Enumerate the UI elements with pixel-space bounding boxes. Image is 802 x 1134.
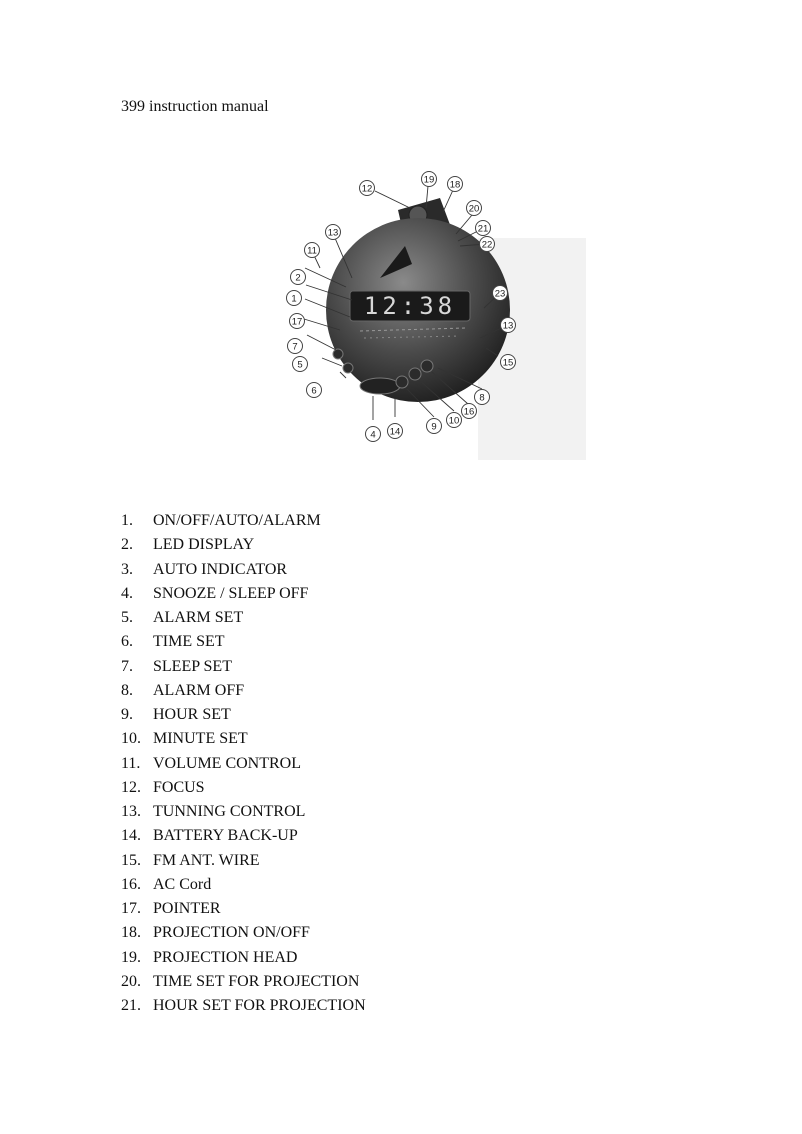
alarm-off-button — [421, 360, 433, 372]
part-item — [121, 921, 366, 945]
callout-7 — [288, 339, 303, 354]
part-item — [121, 873, 366, 897]
part-label: PROJECTION HEAD — [153, 948, 298, 966]
svg-text:14: 14 — [389, 426, 401, 438]
part-number: 19. — [121, 948, 141, 966]
part-label: ALARM OFF — [153, 681, 245, 699]
part-item — [121, 558, 366, 582]
callout-9 — [427, 419, 442, 434]
part-number: 9. — [121, 706, 133, 723]
part-label: LED DISPLAY — [153, 536, 255, 554]
part-item — [121, 533, 366, 557]
part-number: 11. — [121, 754, 141, 772]
part-item — [121, 727, 366, 751]
part-label: SNOOZE / SLEEP OFF — [153, 584, 309, 602]
part-item — [121, 655, 366, 679]
part-label: ON/OFF/AUTO/ALARM — [153, 512, 321, 529]
callout-23 — [493, 286, 508, 301]
time-set-button — [343, 363, 353, 373]
part-item — [121, 970, 366, 994]
part-label: SLEEP SET — [153, 657, 232, 675]
svg-text:6: 6 — [311, 385, 317, 397]
part-label: AUTO INDICATOR — [153, 560, 288, 578]
callout-15 — [501, 355, 516, 370]
part-label: ALARM SET — [153, 609, 244, 626]
svg-text:15: 15 — [502, 357, 514, 369]
part-number: 1. — [121, 512, 133, 529]
page-title: 399 instruction manual — [121, 98, 269, 115]
svg-text:8: 8 — [479, 392, 485, 404]
clock-diagram — [280, 168, 590, 463]
svg-text:23: 23 — [494, 288, 506, 300]
svg-text:20: 20 — [468, 203, 480, 215]
callout-21 — [476, 221, 491, 236]
callout-8 — [475, 390, 490, 405]
part-number: 12. — [121, 778, 141, 796]
clock-illustration — [280, 168, 590, 463]
svg-text:13: 13 — [327, 227, 339, 239]
parts-list — [121, 509, 366, 1018]
callout-4 — [366, 427, 381, 442]
part-item — [121, 800, 366, 824]
svg-text:17: 17 — [291, 316, 303, 328]
callout-16 — [462, 404, 477, 419]
svg-text:7: 7 — [292, 341, 298, 353]
part-label: FM ANT. WIRE — [153, 851, 260, 869]
svg-text:12: 12 — [361, 183, 373, 195]
part-item — [121, 994, 366, 1018]
callout-13-top — [326, 225, 341, 240]
part-item — [121, 752, 366, 776]
hour-set-button — [396, 376, 408, 388]
part-item — [121, 509, 366, 533]
part-number: 16. — [121, 875, 141, 893]
part-item — [121, 849, 366, 873]
callout-11 — [305, 243, 320, 258]
part-number: 18. — [121, 924, 141, 942]
part-number: 8. — [121, 681, 133, 699]
part-item — [121, 606, 366, 630]
callout-10 — [447, 413, 462, 428]
part-number: 6. — [121, 633, 133, 651]
callout-6 — [307, 383, 322, 398]
svg-text:5: 5 — [297, 359, 303, 371]
part-item — [121, 946, 366, 970]
part-item — [121, 897, 366, 921]
part-number: 15. — [121, 851, 141, 869]
part-number: 2. — [121, 536, 133, 554]
part-label: FOCUS — [153, 778, 205, 796]
callout-18 — [448, 177, 463, 192]
svg-text:4: 4 — [370, 429, 376, 441]
callout-22 — [480, 237, 495, 252]
svg-text:13: 13 — [502, 320, 514, 332]
svg-text:19: 19 — [423, 174, 435, 186]
svg-text:21: 21 — [477, 223, 489, 235]
svg-text:9: 9 — [431, 421, 437, 433]
snooze-button — [360, 378, 400, 394]
part-number: 5. — [121, 609, 133, 626]
part-label: POINTER — [153, 900, 221, 917]
svg-text:11: 11 — [307, 245, 317, 257]
part-label: AC Cord — [153, 875, 212, 893]
part-number: 14. — [121, 827, 141, 845]
part-label: HOUR SET FOR PROJECTION — [153, 997, 366, 1014]
part-number: 7. — [121, 657, 133, 675]
minute-set-button — [409, 368, 421, 380]
svg-text:18: 18 — [449, 179, 461, 191]
callout-19 — [422, 172, 437, 187]
callout-1 — [287, 291, 302, 306]
alarm-set-button — [333, 349, 343, 359]
callout-20 — [467, 201, 482, 216]
part-label: HOUR SET — [153, 706, 231, 723]
svg-text:10: 10 — [448, 415, 460, 427]
part-item — [121, 824, 366, 848]
part-number: 21. — [121, 997, 141, 1014]
part-number: 4. — [121, 584, 133, 602]
part-label: VOLUME CONTROL — [153, 754, 301, 772]
part-number: 17. — [121, 900, 141, 917]
callout-13-right — [501, 318, 516, 333]
part-item — [121, 703, 366, 727]
callout-12 — [360, 181, 375, 196]
part-number: 20. — [121, 972, 141, 990]
part-number: 13. — [121, 803, 141, 820]
part-label: BATTERY BACK-UP — [153, 827, 298, 845]
part-label: MINUTE SET — [153, 730, 248, 748]
svg-text:2: 2 — [295, 272, 301, 284]
callout-17 — [290, 314, 305, 329]
part-item — [121, 776, 366, 800]
part-item — [121, 582, 366, 606]
part-label: TUNNING CONTROL — [153, 803, 306, 820]
callout-5 — [293, 357, 308, 372]
part-number: 10. — [121, 730, 141, 748]
svg-text:16: 16 — [463, 406, 475, 418]
led-display-time: 12:38 — [363, 292, 457, 320]
svg-text:1: 1 — [291, 293, 297, 305]
part-label: TIME SET FOR PROJECTION — [153, 972, 360, 990]
part-number: 3. — [121, 560, 133, 578]
part-label: PROJECTION ON/OFF — [153, 924, 310, 942]
part-item — [121, 679, 366, 703]
callout-2 — [291, 270, 306, 285]
part-item — [121, 630, 366, 654]
part-label: TIME SET — [153, 633, 225, 651]
svg-text:22: 22 — [481, 239, 493, 251]
callout-14 — [388, 424, 403, 439]
